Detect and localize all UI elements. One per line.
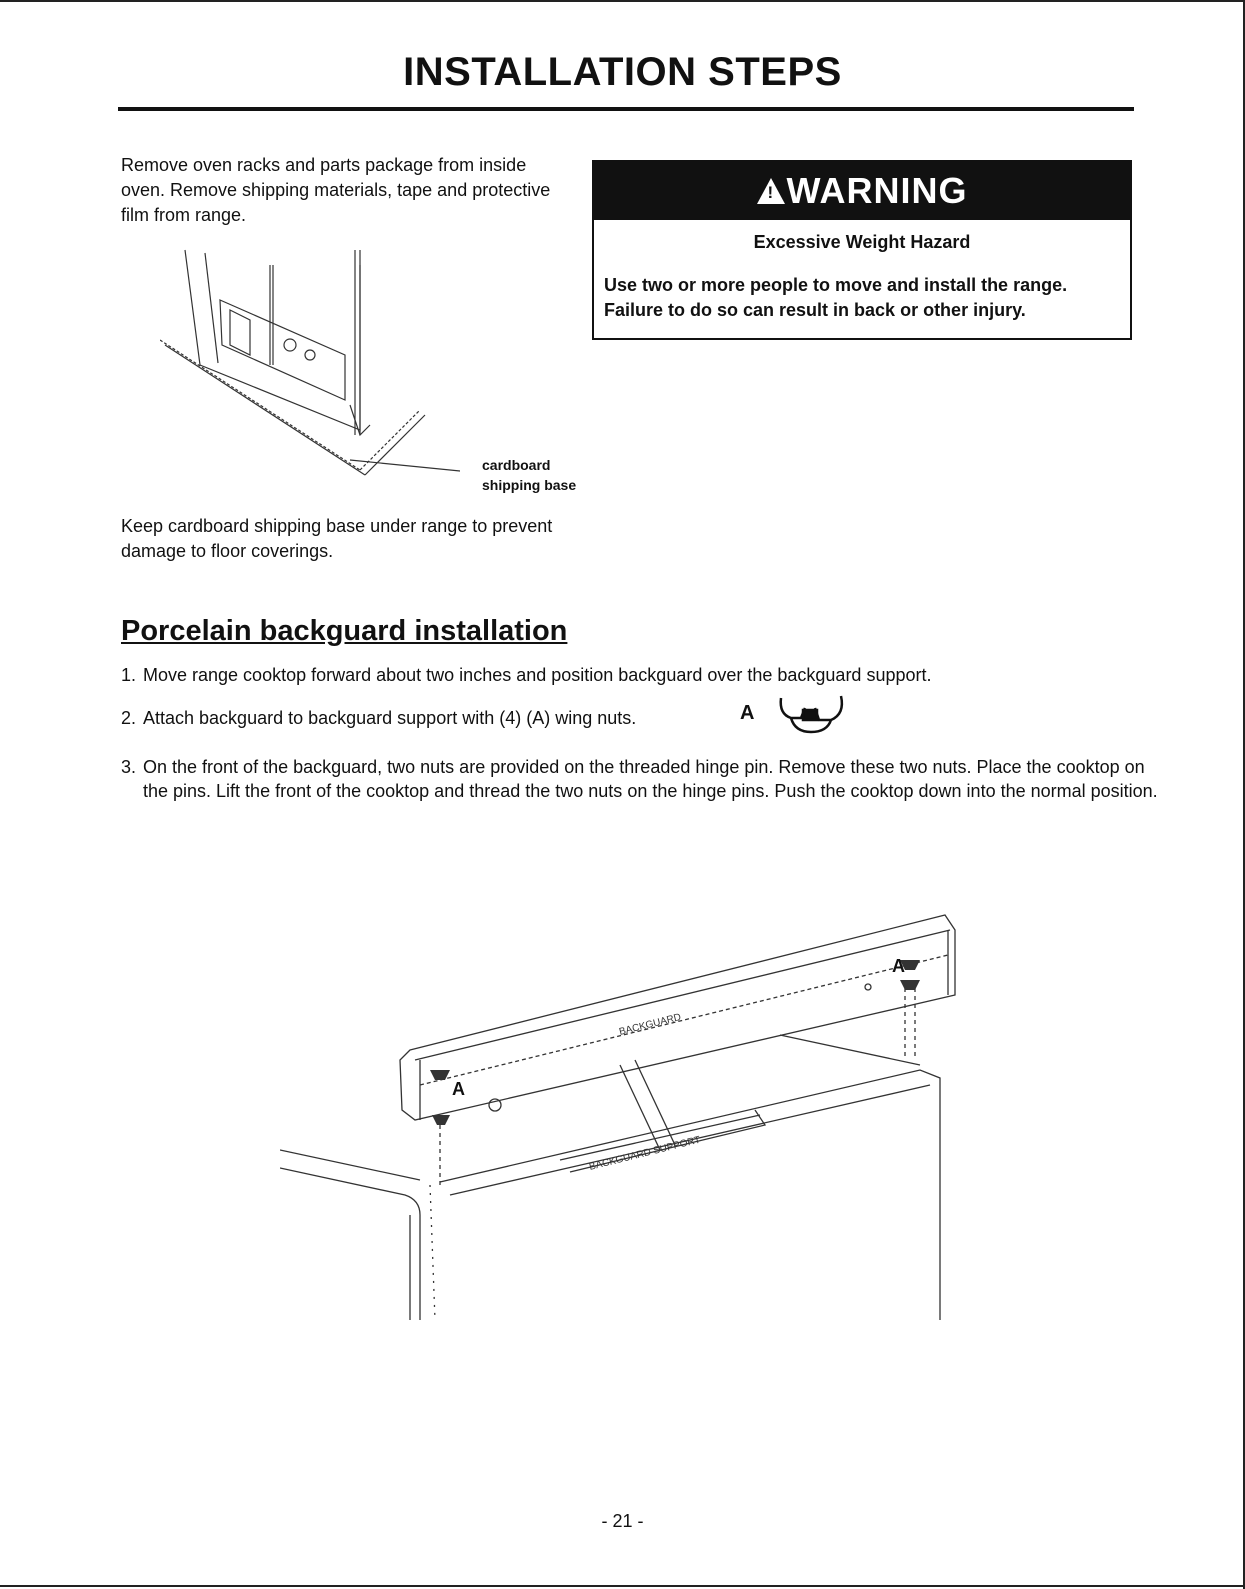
wing-nut-icon — [775, 692, 847, 736]
shipping-base-illustration — [160, 245, 460, 500]
page-title: INSTALLATION STEPS — [403, 50, 842, 94]
warning-body-line-2: Failure to do so can result in back or other injury. — [604, 300, 1026, 320]
step-1-number: 1. — [121, 665, 137, 685]
step-1 — [121, 663, 931, 687]
section-heading: Porcelain backguard installation — [121, 615, 568, 647]
warning-header — [594, 162, 1130, 220]
warning-subtitle: Excessive Weight Hazard — [753, 232, 971, 252]
shipping-base-label-line-1: cardboard — [482, 457, 551, 473]
step-3 — [121, 755, 1163, 803]
shipping-base-label — [482, 455, 576, 495]
label-a-left: A — [452, 1079, 465, 1099]
warning-triangle-icon — [757, 178, 785, 204]
warning-body — [604, 273, 1120, 323]
step-3-number: 3. — [121, 757, 137, 777]
keep-base-paragraph: Keep cardboard shipping base under range to prevent damage to floor coverings. — [121, 516, 553, 561]
page-border-bottom — [0, 1585, 1245, 1587]
warning-body-line-1: Use two or more people to move and install the range. — [604, 275, 1068, 295]
backguard-text: BACKGUARD — [618, 1011, 683, 1038]
warning-header-label: WARNING — [786, 170, 968, 211]
intro-paragraph: Remove oven racks and parts package from inside oven. Remove shipping materials, tape and protective film from range. — [121, 155, 551, 225]
page-border-top — [0, 0, 1245, 2]
page-number: - 21 - — [601, 1511, 644, 1531]
step-2-number: 2. — [121, 708, 137, 728]
backguard-installation-illustration — [280, 910, 970, 1330]
step-2-text: Attach backguard to backguard support with (4) (A) wing nuts. — [143, 708, 637, 728]
label-a-right: A — [892, 956, 905, 976]
step-1-text: Move range cooktop forward about two inches and position backguard over the backguard support. — [143, 665, 932, 685]
step-2 — [121, 706, 636, 730]
shipping-base-label-line-2: shipping base — [482, 477, 577, 493]
step-3-text: On the front of the backguard, two nuts are provided on the threaded hinge pin. Remove these two nuts. Place the cooktop on the pins. Lift the front of the cooktop and thread the two nuts on the hinge pins. Push the cooktop down into the normal position. — [143, 757, 1158, 801]
title-rule — [118, 107, 1134, 111]
warning-box — [592, 160, 1132, 340]
backguard-support-text: BACKGUARD SUPPORT — [588, 1134, 702, 1173]
wing-nut-label: A — [740, 702, 755, 724]
